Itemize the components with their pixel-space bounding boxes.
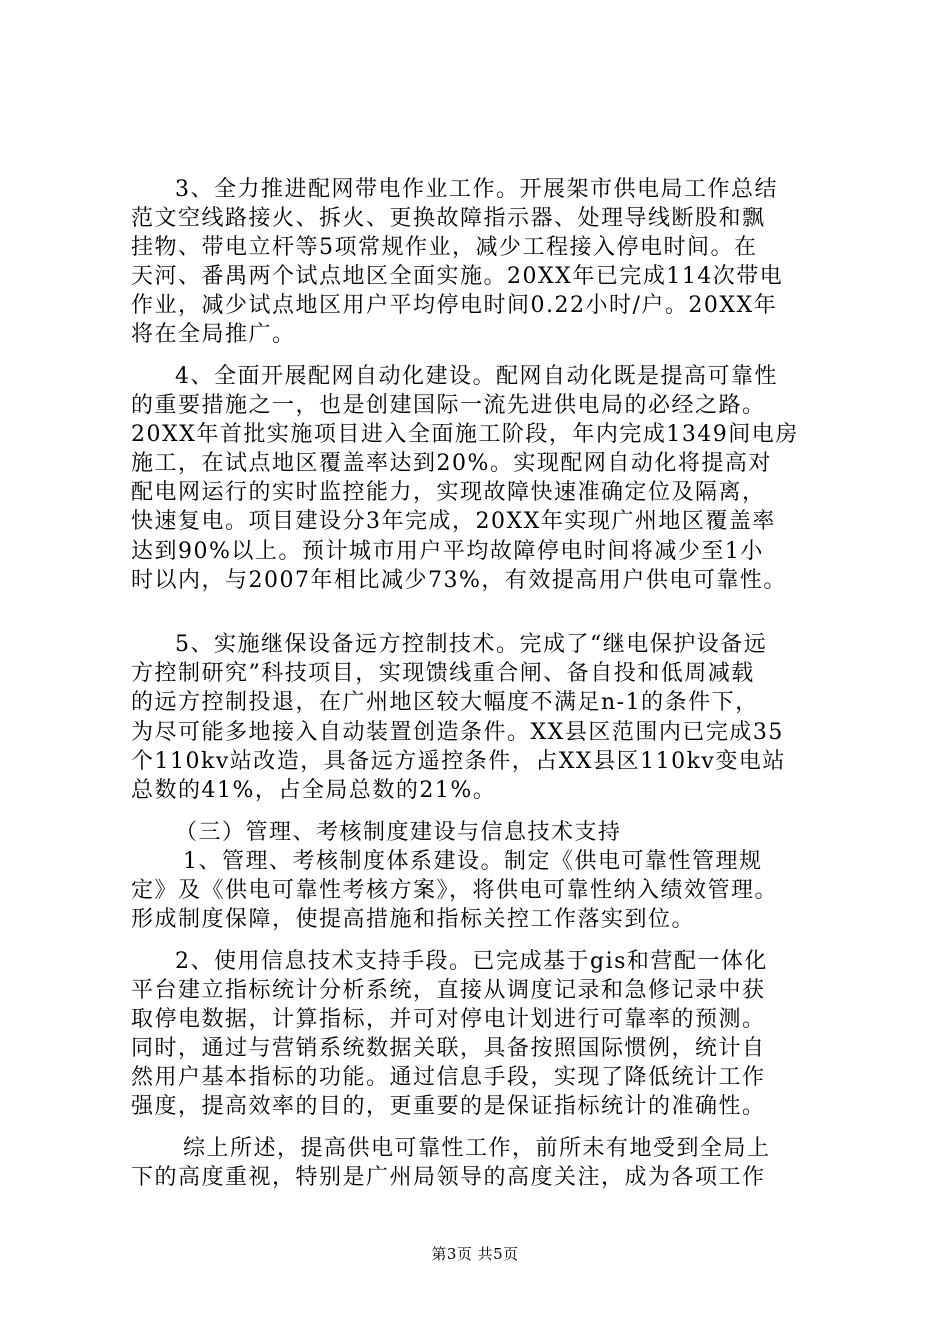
text-line: 范文空线路接火、拆火、更换故障指示器、处理导线断股和飘 [131, 206, 766, 231]
text-line: 强度，提高效率的目的，更重要的是保证指标统计的准确性。 [131, 1094, 766, 1119]
text-line: 为尽可能多地接入自动装置创造条件。XX县区范围内已完成35 [131, 720, 784, 745]
text-line: 然用户基本指标的功能。通过信息手段，实现了降低统计工作 [131, 1065, 766, 1090]
text-line: 快速复电。项目建设分3年完成，20XX年实现广州地区覆盖率 [131, 509, 776, 534]
text-line: 20XX年首批实施项目进入全面施工阶段，年内完成1349间电房 [131, 422, 799, 447]
text-line: 总数的41%，占全局总数的21%。 [131, 778, 497, 803]
text-line: 天河、番禺两个试点地区全面实施。20XX年已完成114次带电 [131, 264, 784, 289]
text-line: 平台建立指标统计分析系统，直接从调度记录和急修记录中获 [131, 978, 766, 1003]
text-line: 时以内，与2007年相比减少73%，有效提高用户供电可靠性。 [131, 568, 787, 593]
text-line: 形成制度保障，使提高措施和指标关控工作落实到位。 [131, 907, 696, 932]
text-line: 综上所述，提高供电可靠性工作，前所未有地受到全局上 [183, 1136, 771, 1161]
text-line: 配电网运行的实时监控能力，实现故障快速准确定位及隔离， [131, 480, 766, 505]
text-line: 方控制研究”科技项目，实现馈线重合闸、备自投和低周减载 [131, 661, 755, 686]
text-line: 下的高度重视，特别是广州局领导的高度关注，成为各项工作 [131, 1165, 766, 1190]
text-line: 个110kv站改造，具备远方遥控条件，占XX县区110kv变电站 [131, 749, 786, 774]
text-line: 5、实施继保设备远方控制技术。完成了“继电保护设备远 [175, 632, 768, 657]
page-footer: 第3页 共5页 [431, 1245, 519, 1263]
text-line: 施工，在试点地区覆盖率达到20%。实现配网自动化将提高对 [131, 451, 772, 476]
text-line: 将在全局推广。 [131, 322, 296, 347]
text-line: 同时，通过与营销系统数据关联，具备按照国际惯例，统计自 [131, 1036, 766, 1061]
text-line: 2、使用信息技术支持手段。已完成基于gis和营配一体化 [175, 949, 768, 974]
text-line: 作业，减少试点地区用户平均停电时间0.22小时/户。20XX年 [131, 293, 778, 318]
text-line: 达到90%以上。预计城市用户平均故障停电时间将减少至1小 [131, 539, 764, 564]
section-heading: （三）管理、考核制度建设与信息技术支持 [175, 820, 622, 845]
text-line: 定》及《供电可靠性考核方案》，将供电可靠性纳入绩效管理。 [131, 878, 779, 903]
text-line: 取停电数据，计算指标，并可对停电计划进行可靠率的预测。 [131, 1007, 766, 1032]
text-line: 挂物、带电立杆等5项常规作业，减少工程接入停电时间。在 [131, 235, 758, 260]
text-line: 1、管理、考核制度体系建设。制定《供电可靠性管理规 [183, 849, 763, 874]
text-line: 的远方控制投退，在广州地区较大幅度不满足n-1的条件下， [131, 690, 759, 715]
text-line: 3、全力推进配网带电作业工作。开展架市供电局工作总结 [175, 177, 778, 202]
text-line: 4、全面开展配网自动化建设。配网自动化既是提高可靠性 [175, 364, 778, 389]
text-line: 的重要措施之一，也是创建国际一流先进供电局的必经之路。 [131, 393, 766, 418]
